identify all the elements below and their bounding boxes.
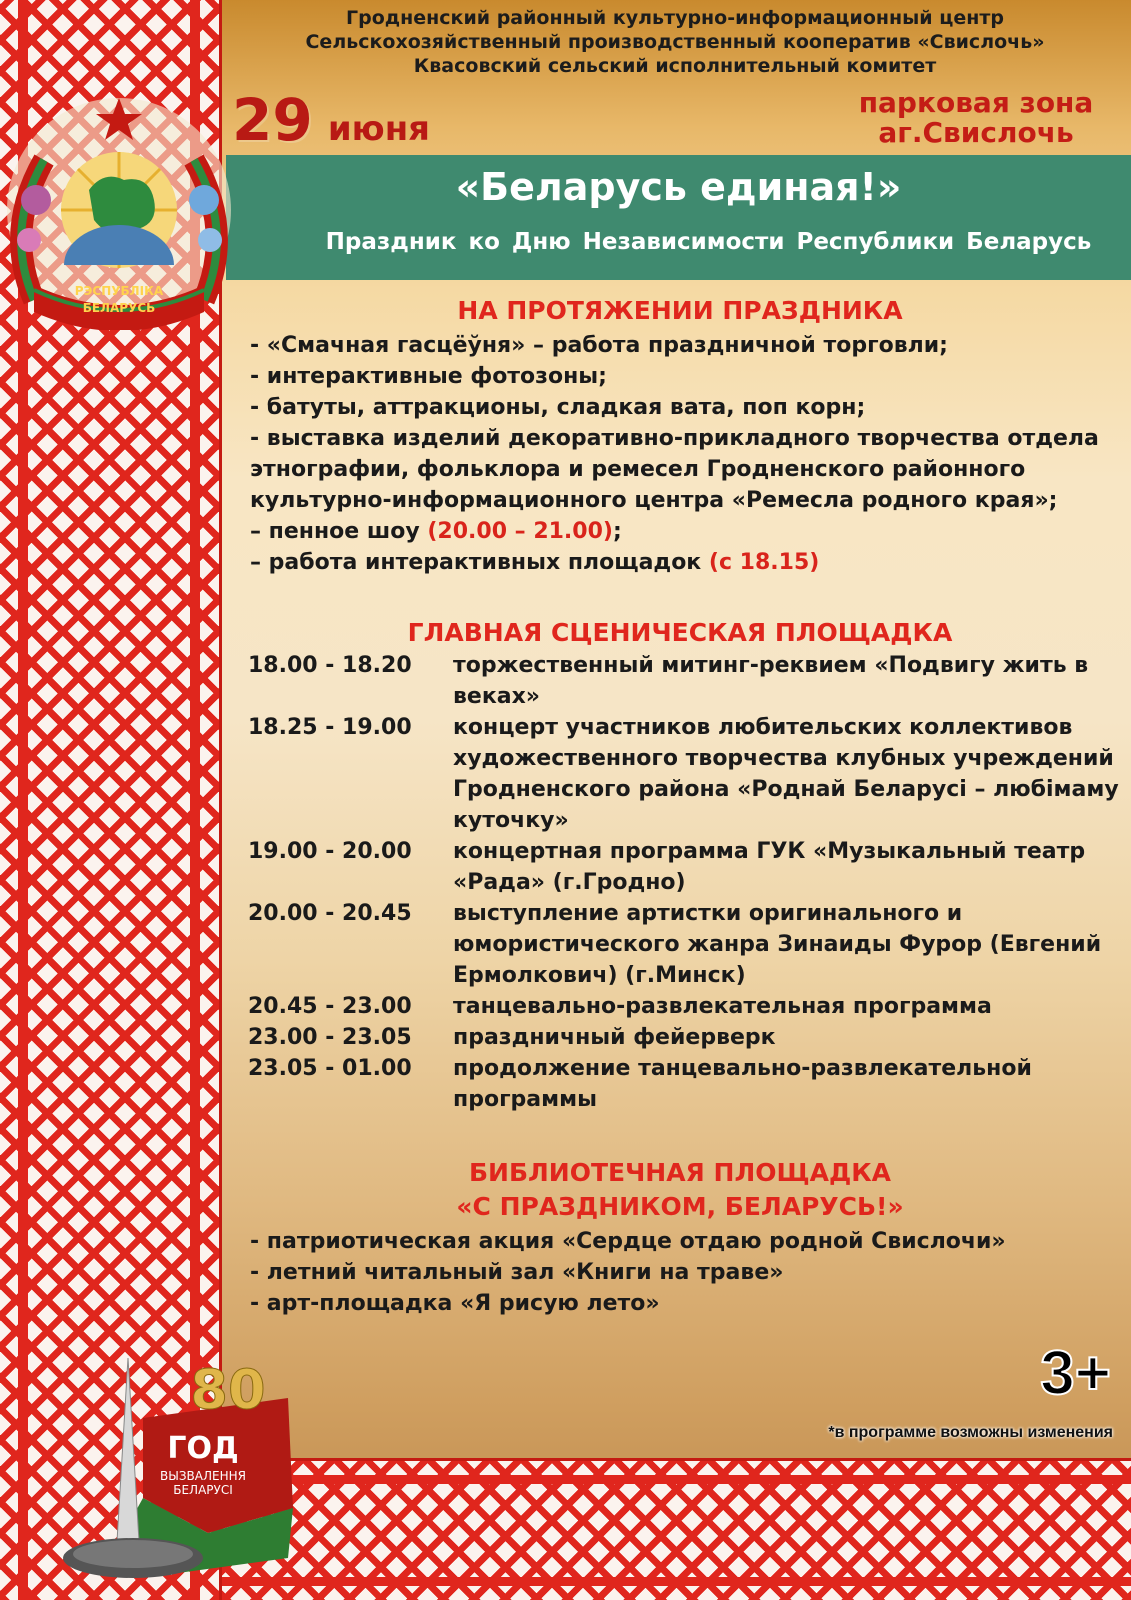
schedule-row	[248, 898, 1128, 991]
list-item: - летний читальный зал «Книги на траве»	[250, 1260, 784, 1285]
library-activities-list	[250, 1226, 1120, 1319]
organizer-line: Сельскохозяйственный производственный кооператив «Свислочь»	[305, 31, 1045, 53]
date-month: июня	[327, 109, 431, 149]
schedule-row	[248, 712, 1128, 836]
place-line: аг.Свислочь	[878, 116, 1074, 149]
event-date	[232, 86, 430, 154]
schedule-row	[248, 650, 1128, 712]
ornament-stripe	[222, 1577, 1131, 1586]
anniversary-line: ВЫЗВАЛЕННЯ	[160, 1469, 246, 1483]
event-place	[831, 88, 1121, 148]
schedule-time: 19.00 - 20.00	[248, 839, 412, 864]
item-time: (с 18.15)	[708, 550, 820, 575]
date-day: 29	[232, 86, 313, 154]
schedule-time: 18.25 - 19.00	[248, 715, 412, 740]
event-subtitle: Праздник ко Дню Независимости Республики Беларусь	[325, 229, 1092, 255]
anniversary-line: БЕЛАРУСІ	[173, 1483, 233, 1497]
emblem-ribbon-text: РЭСПУБЛІКА	[74, 284, 164, 298]
place-line: парковая зона	[858, 86, 1094, 119]
organizers-header	[230, 6, 1120, 78]
library-section-heading	[240, 1156, 1120, 1224]
schedule-desc: концерт участников любительских коллективов художественного творчества клубных учреждений Гродненского района «Роднай Беларусі – любімаму куточку»	[453, 715, 1119, 833]
schedule-desc: торжественный митинг-реквием «Подвигу жить в веках»	[453, 653, 1089, 709]
bottom-ornament-border	[222, 1458, 1131, 1600]
changes-note: *в программе возможны изменения	[828, 1424, 1113, 1441]
list-item	[250, 516, 1120, 547]
list-item: - патриотическая акция «Сердце отдаю родной Свислочи»	[250, 1229, 1006, 1254]
age-rating-badge: 3+	[1040, 1339, 1111, 1408]
holiday-activities-list	[250, 330, 1120, 578]
list-item: - выставка изделий декоративно-прикладного творчества отдела этнографии, фольклора и ремесел Гродненского районного культурно-информационного центра «Ремесла родного края»;	[250, 426, 1099, 513]
main-stage-schedule	[248, 650, 1128, 1115]
schedule-time: 20.00 - 20.45	[248, 901, 412, 926]
list-item: - арт-площадка «Я рисую лето»	[250, 1291, 660, 1316]
schedule-desc: выступление артистки оригинального и юмористического жанра Зинаиды Фурор (Евгений Ермолкович) (г.Минск)	[453, 901, 1102, 988]
list-item: - батуты, аттракционы, сладкая вата, поп корн;	[250, 395, 866, 420]
schedule-row	[248, 991, 1128, 1022]
schedule-row	[248, 836, 1128, 898]
schedule-row	[248, 1053, 1128, 1115]
item-text: – работа интерактивных площадок	[250, 550, 709, 575]
schedule-time: 20.45 - 23.00	[248, 994, 412, 1019]
emblem-ribbon-text: БЕЛАРУСЬ	[82, 301, 156, 315]
list-item: - «Смачная гасцёўня» – работа праздничной торговли;	[250, 333, 948, 358]
schedule-desc: праздничный фейерверк	[453, 1025, 776, 1050]
schedule-desc: концертная программа ГУК «Музыкальный театр «Рада» (г.Гродно)	[453, 839, 1086, 895]
organizer-line: Гродненский районный культурно-информационный центр	[346, 7, 1004, 29]
liberation-anniversary-logo-icon	[58, 1358, 298, 1590]
event-title: «Беларусь единая!»	[455, 165, 902, 209]
item-time: (20.00 – 21.00)	[427, 519, 613, 544]
organizer-line: Квасовский сельский исполнительный комитет	[413, 55, 937, 77]
schedule-time: 23.00 - 23.05	[248, 1025, 412, 1050]
list-item	[250, 547, 1120, 578]
anniversary-number: 80	[190, 1358, 266, 1421]
schedule-desc: продолжение танцевально-развлекательной программы	[453, 1056, 1032, 1112]
anniversary-word: ГОД	[167, 1431, 239, 1466]
section-heading: БИБЛИОТЕЧНАЯ ПЛОЩАДКА	[468, 1158, 891, 1187]
state-emblem-icon	[4, 90, 234, 330]
schedule-time: 18.00 - 18.20	[248, 653, 412, 678]
section-heading: ГЛАВНАЯ СЦЕНИЧЕСКАЯ ПЛОЩАДКА	[407, 618, 953, 647]
section-heading: «С ПРАЗДНИКОМ, БЕЛАРУСЬ!»	[456, 1192, 904, 1221]
section-heading: НА ПРОТЯЖЕНИИ ПРАЗДНИКА	[457, 296, 903, 325]
title-banner	[226, 155, 1131, 280]
schedule-row	[248, 1022, 1128, 1053]
ornament-stripe	[222, 1475, 1131, 1484]
schedule-time: 23.05 - 01.00	[248, 1056, 412, 1081]
item-text: – пенное шоу	[250, 519, 428, 544]
schedule-desc: танцевально-развлекательная программа	[453, 994, 992, 1019]
item-text: ;	[612, 519, 622, 544]
list-item: - интерактивные фотозоны;	[250, 364, 607, 389]
